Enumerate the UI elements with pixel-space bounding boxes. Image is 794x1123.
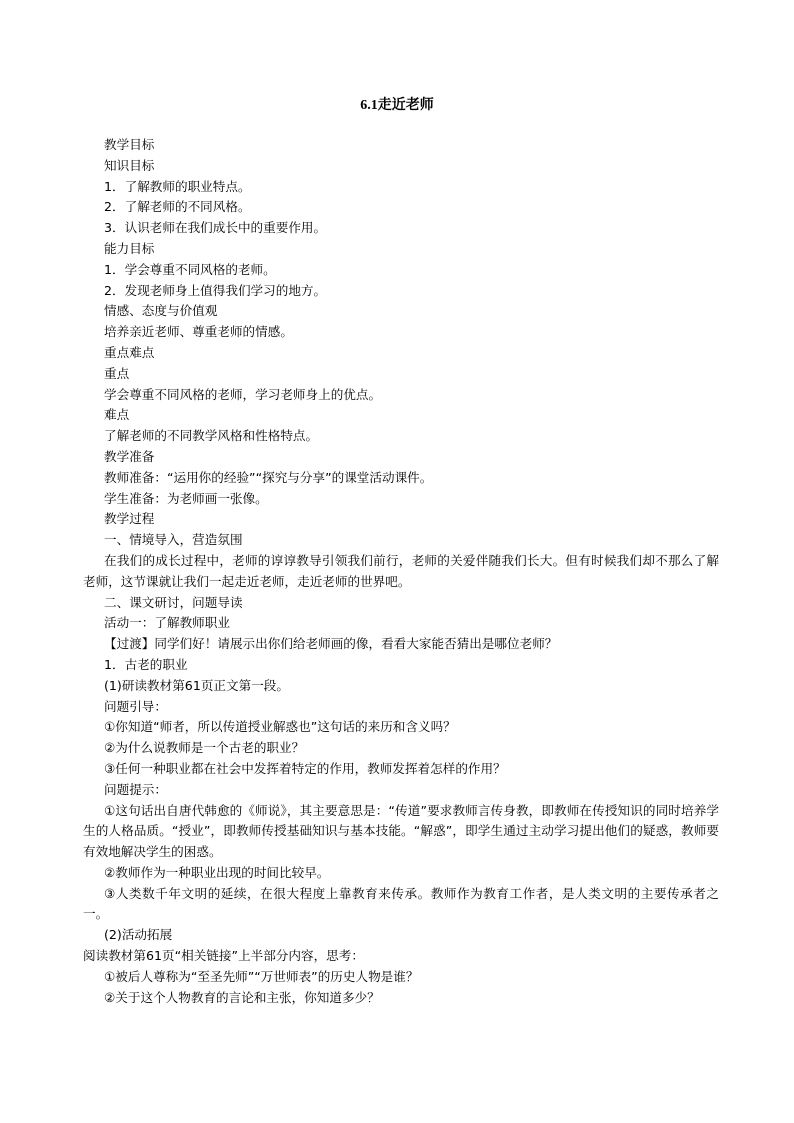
subsection-heading: (2)活动拓展 (104, 927, 173, 943)
paragraph: ①这句话出自唐代韩愈的《师说》，其主要意思是：“传道”要求教师言传身教，即教师在传授知识的同时培养学生的人格品质。“授业”，即教师传授基础知识与基本技能。“解惑”，即学生通过主动学习提出他们的疑惑，教师要有效地解决学生的困惑。 (83, 802, 719, 860)
list-item: 2．发现老师身上值得我们学习的地方。 (104, 282, 327, 298)
list-item: 1．了解教师的职业特点。 (104, 178, 251, 194)
paragraph: 在我们的成长过程中，老师的谆谆教导引领我们前行，老师的关爱伴随我们长大。但有时候我们却不那么了解老师，这节课就让我们一起走近老师，走近老师的世界吧。 (83, 552, 719, 589)
paragraph: 教师准备：“运用你的经验”“探究与分享”的课堂活动课件。 (104, 469, 433, 485)
paragraph: 【过渡】同学们好！请展示出你们给老师画的像，看看大家能否猜出是哪位老师？ (104, 636, 558, 652)
list-item: ①你知道“师者，所以传道授业解惑也”这句话的来历和含义吗？ (104, 719, 456, 735)
document-body (83, 135, 719, 1008)
paragraph: 阅读教材第61页“相关链接”上半部分内容，思考： (83, 948, 364, 964)
heading-teaching-goals: 教学目标 (104, 137, 155, 152)
label-question-guide: 问题引导： (104, 698, 167, 714)
paragraph: 了解老师的不同教学风格和性格特点。 (104, 428, 319, 444)
activity-heading: 活动一：了解教师职业 (104, 615, 230, 631)
list-item: ③任何一种职业都在社会中发挥着特定的作用，教师发挥着怎样的作用？ (104, 760, 506, 776)
heading-emotion-values: 情感、态度与价值观 (104, 303, 218, 319)
paragraph: 学生准备：为老师画一张像。 (104, 490, 268, 506)
section-heading: 二、课文研讨，问题导读 (104, 594, 243, 610)
list-item: 1．学会尊重不同风格的老师。 (104, 261, 276, 277)
heading-knowledge-goals: 知识目标 (104, 157, 155, 173)
document-title: 6.1走近老师 (360, 98, 434, 113)
paragraph: ②教师作为一种职业出现的时间比较早。 (104, 864, 330, 880)
subsection-heading: 1．古老的职业 (104, 656, 188, 672)
paragraph: 培养亲近老师、尊重老师的情感。 (104, 324, 293, 340)
list-item: ②关于这个人物教育的言论和主张，你知道多少？ (104, 989, 380, 1005)
list-item: ①被后人尊称为“至圣先师”“万世师表”的历史人物是谁？ (104, 968, 419, 984)
list-item: 3．认识老师在我们成长中的重要作用。 (104, 220, 327, 236)
label-question-hint: 问题提示： (104, 781, 167, 797)
heading-key-difficult: 重点难点 (104, 344, 155, 360)
heading-teaching-process: 教学过程 (104, 511, 155, 527)
list-item: ②为什么说教师是一个古老的职业？ (104, 740, 305, 756)
paragraph: (1)研读教材第61页正文第一段。 (104, 677, 289, 693)
heading-key-points: 重点 (104, 365, 130, 381)
paragraph: ③人类数千年文明的延续，在很大程度上靠教育来传承。教师作为教育工作者，是人类文明的主要传承者之一。 (83, 885, 719, 922)
heading-teaching-prep: 教学准备 (104, 448, 155, 464)
heading-ability-goals: 能力目标 (104, 240, 155, 256)
heading-difficult-points: 难点 (104, 407, 130, 423)
list-item: 2．了解老师的不同风格。 (104, 199, 251, 215)
paragraph: 学会尊重不同风格的老师，学习老师身上的优点。 (104, 386, 382, 402)
section-heading: 一、情境导入，营造氛围 (104, 532, 243, 548)
